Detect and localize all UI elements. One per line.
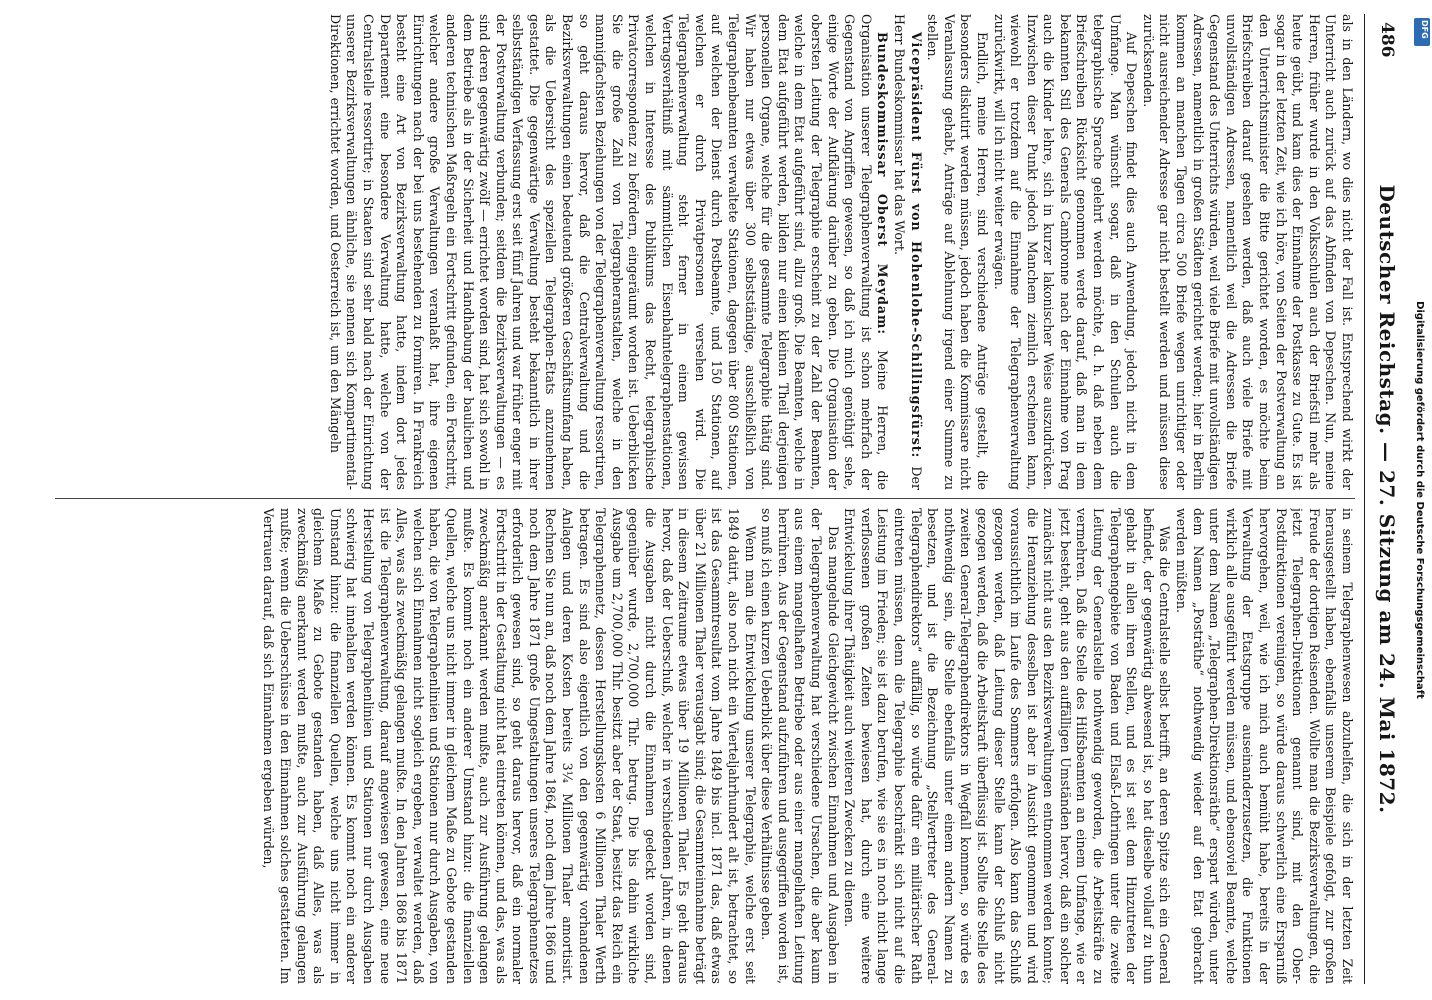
paragraph-text: Meine Herren, die Organisation unserer Telegraphenverwaltung ist schon mehrfach der Gegenstand von Angriffen gewesen, so daß ich mich genöthigt sehe, einige Worte der Aufklärung darüber zu geben. Die Organisation der obersten Leitung der Telegraphie erscheint zu der Zahl der Beamten, welche in dem Etat aufgeführt sind, allzu groß. Die Beamten, welche in dem Etat aufgeführt werden, bilden nur einen kleinen Theil derjenigen personellen Organe, welche für die gesammte Telegraphie thätig sind. Wir haben nur etwas über 300 selbstständige, ausschließlich von Telegraphenbeamten verwaltete Stationen, dagegen über 800 Stationen, auf welchen der Dienst durch Postbeamte, und 150 Stationen, auf welchen er durch Privatpersonen versehen wird. Die Telegraphenverwaltung steht ferner in einem gewissen Vertragsverhältniß mit sämmtlichen Eisenbahntelegraphenstationen, welchen in Interesse des Publikums das Recht, telegraphische Privatcorrespondenz zu befördern, eingeräumt worden ist. Ueberblicken Sie die große Zahl von Telegrapheranstalten, welche in den mannigfachsten Beziehungen von der Telegraphenverwaltung ressortiren, so geht daraus hervor, daß die Centralverwaltung und die Bezirksverwaltungen einen bedeutend größeren Geschäftsumfang haben, als die Uebersicht des speziellen Telegraphen-Etats anzunehmen gestattet. Die gegenwärtige Verwaltung besteht bekanntlich in ihrer selbstständigen Verfassung erst seit fünf Jahren und war früher enger mit der Postverwaltung verbunden; seitdem die Bezirksverwaltungen — es sind deren gegenwärtig zwölf — errichtet worden sind, hat sich sowohl in dem Betriebe als in der Sicherheit und Handhabung der baulichen und anderen technischen Maßregeln ein Fortschritt gefunden, ein Fortschritt, welcher andere große Verwaltungen veranlaßt hat, ihre eigenen Einrichtungen nach der bei uns bestehenden zu formiren. In Frankreich besteht eine Art von Bezirksverwaltung hatte, indem dort jedes Departement eine besondere Verwaltung hatte, welche von der Centralstelle ressortirte; in Staaten sind sehr bald nach der Einrichtung unserer Bezirksverwaltungen ähnliche, sie nennen sich Kompartimental-Direktionen, errichtet worden, und Oesterreich ist, um den Mängeln xyxy=(327,14,891,490)
speaker-name: Bundeskommissar Oberst Meydam: xyxy=(875,32,891,336)
paragraph xyxy=(990,14,1139,490)
paragraph xyxy=(924,14,990,490)
digitization-sidebar xyxy=(1408,20,1430,980)
paragraph-text: Der Herr Bundeskommissar hat das Wort. xyxy=(891,14,924,490)
dfg-logo-text: DFG xyxy=(1420,20,1429,39)
paragraph xyxy=(841,508,1173,984)
text-columns xyxy=(45,14,1355,984)
paragraph-text: Wenn man die Entwickelung unserer Telegraphie, welche erst seit 1849 datirt, also noch nicht ein Vierteljahrhundert alt ist, betrachtet, so ist das Gesammtresultat vom Jahre 1849 bis incl. 1871 das, daß etwas über 21 Millionen Thaler verausgabt sind; die Gesammteinnahme beträgt in diesem Zeitraume etwas über 19 Millionen Thaler. Es geht daraus hervor, daß der Ueberschuß, welcher in verschiedenen Jahren, in denen die Ausgaben nicht durch die Einnahmen gedeckt worden sind, gegenüber wurde, 2,700,000 Thlr. betrug. Die bis dahin wirkliche Ausgabe um 2,700,000 Thlr. besitzt aber der Staat, besitzt das Reich ein Telegraphennetz, dessen Herstellungskosten 6 Millionen Thaler Werth betragen. Es sind also eigentlich von den gegenwärtig vorhandenen Anlagen und deren Kosten bereits 3¼ Millionen Thaler amortisirt. Rechnen Sie nun an, daß noch dem Jahre 1864, noch dem Jahre 1866 und noch dem Jahre 1871 große Umgestaltungen unseres Telegraphennetzes erforderlich gewesen sind, so geht daraus hervor, daß ein normaler Fortschritt in der Gestaltung nicht hat eintreten können, und das, was als zweckmäßig anerkannt werden mußte, auch zur Ausführung gelangen mußte. Es kommt noch ein anderer Umstand hinzu: die finanziellen Quellen, welche uns nicht immer in gleichem Maße zu Gebote gestanden haben, die von Telegraphenlinien und Stationen nur durch Ausgaben, von welchen sich Einnahmen nicht sogleich ergeben, verwaltet werden, daß Alles, was als zweckmäßig gelangen mußte. In den Jahren 1868 bis 1871 ist die Telegraphenverwaltung, darauf angewiesen gewesen, eine neue Herstellung von Telegraphenlinien und Stationen nur durch Ausgaben schwierig hat innehalten werden können. Es kommt noch ein anderer Umstand hinzu: die finanziellen Quellen, welche uns nicht immer in gleichem Maße zu Gebote gestanden haben, daß Alles, was als zweckmäßig anerkannt werden mußte, auch zur Ausführung gelangen mußte; wenn die Ueberschüsse in den Einnahmen solches gestatteten. Im Vertrauen darauf, daß sich Einnahmen ergeben würden, xyxy=(261,508,758,984)
paragraph-text: als in den Ländern, wo dies nicht der Fall ist. Entsprechend wirkt der Unterricht auch zurück auf das Abfinden von Depeschen. Nun, meine Herren, früher wurde in den Volksschulen auch der Briefstil mehr als heute geübt, und kam dies der Einnahme der Postkasse zu Gute. Es ist sogar in der letzten Zeit, wie ich höre, von Seiten der Postverwaltung an den Unterrichtsminister die Bitte gerichtet worden, es möchte beim Briefschreiben darauf gesehen werden, daß auch viele Briefe mit unvollständigen Adressen, namentlich weil die Adressen die Briefe Gegenstand des Unterrichts würden, weil viele Briefe mit unvollständigen Adressen, namentlich in großen Städten gerichtet werden; hier in Berlin kommen an manchen Tagen circa 500 Briefe wegen unrichtiger oder nicht ausreichender Adresse gar nicht bestellt werden und müssen diese zurücksenden. xyxy=(1140,14,1355,490)
paragraph xyxy=(890,14,923,490)
paragraph-text: in seinem Telegraphenwesen abzuhelfen, die sich in der letzten Zeit herausgestellt haben, ebenfalls unserem Beispiele gefolgt, zur großen Freude der dortigen Reisenden. Wollte man die Bezirksverwaltungen, die jetzt Telegraphen-Direktionen genannt sind, mit den Ober-Postdirektionen vereinigen, so würde daraus schwerlich eine Ersparniß hervorgehen, weil, wie ich mich auch bemüht habe, bereits in der Verwaltung der Etatsgruppe auseinanderzusetzen, die Funktionen wirklich alle ausgeführt werden müssen, und ebensoviel Beamte, welche unter dem Namen „Telegraphen-Direktionsräthe“ erspart würden, unter dem Namen „Posträthe“ nothwendig wieder auf den Etat gebracht werden müßten. xyxy=(1174,508,1355,984)
rotated-document-page xyxy=(35,14,1405,984)
paragraph xyxy=(1139,14,1355,490)
dfg-logo xyxy=(1414,18,1430,46)
running-head: Deutscher Reichstag. — 27. Sitzung am 24. Mai 1872. xyxy=(1375,184,1399,814)
paragraph xyxy=(326,14,890,490)
paragraph-text: Was die Centralstelle selbst betrifft, an deren Spitze sich ein General befindet, der gegenwärtig abwesend ist, so hat dieselbe vollauf zu thun gehabt in allen ihren Stellen, und es ist seit dem Hinzutreten der Telegraphengebiete von Baden und Elsaß-Lothringen unter die zweite Leitung der Generalstelle nothwendig geworden, die Arbeitskräfte zu vermehren. Daß die Stelle des Hilfsbeamten an einem Umfange, wie er jetzt besteht, geht aus den auffälligen Umständen hervor, daß ein solcher zunächst nicht aus den Bezirksverwaltungen entnommen werden konnte; die Heranziehung desselben ist aber in Aussicht genommen und wird voraussichtlich im Laufe des Sommers erfolgen. Also kann das Schluß gezogen werden, daß Leitung dieser Stelle kann der Schluß nicht gezogen werden, daß die Arbeitskraft überflüssig ist. Sollte die Stelle des zweiten General-Telegraphendirektors in Wegfall kommen, so würde es nothwendig sein, die Stelle ebenfalls unter einem andern Namen zu besetzen, und ist die Bezeichnung „Stellvertreter des General-Telegraphendirektors“ auffällig, so würde dafür ein militärischer Rath eintreten müssen, denn die Telegraphie beschränkt sich nicht auf die Leistung im Frieden; sie ist dazu berufen, wie sie es in noch nicht lange verflossenen großen Zeiten bewiesen hat, durch eine weitere Entwickelung ihrer Thätigkeit auch weiteren Zwecken zu dienen. xyxy=(842,508,1173,984)
paragraph xyxy=(1172,508,1355,984)
paragraph-text: Auf Depeschen findet dies auch Anwendung, jedoch nicht in dem Umfange. Man wünscht sogar, daß in den Schulen auch die telegraphische Sprache gelehrt werden möchte, d. h. daß neben dem Briefschreiben Rücksicht genommen werde darauf, daß man in dem bekannten Stil des Generals Cambronne nach der Einnahme von Prag auch die Kinder lehre, sich in kurzer lakonischer Weise auszudrücken. Inzwischen dieser Punkt jedoch Manchem ziemlich erscheinen kann, wiewohl er trotzdem auf die Einnahme der Telegraphenverwaltung zurückwirkt, will ich nicht weiter erwägen. xyxy=(991,14,1140,490)
paragraph-text: Endlich, meine Herren, sind verschiedene Anträge gestellt, die besonders diskutirt werden müssen, jedoch haben die Kommissare nicht Veranlassung gehabt, Anträge auf Ablehnung irgend einer Summe zu stellen. xyxy=(925,14,990,490)
page-header xyxy=(1364,14,1405,984)
paragraph xyxy=(758,508,841,984)
text-column-left xyxy=(45,14,1355,490)
text-column-right xyxy=(45,508,1355,984)
paragraph xyxy=(260,508,758,984)
paragraph-text: Das mangelnde Gleichgewicht zwischen Einnahmen und Ausgaben in der Telegraphenverwaltung hat verschiedene Ursachen, die aber kaum aus einem mangelhaften Betriebe oder aus einer mangelhaften Leitung herrühren. Aus der Gegenstand aufzuführen und ausgegriffen worden ist, so muß ich einen kurzen Ueberblick über diese Verhältnisse geben. xyxy=(759,508,841,984)
page-number: 486 xyxy=(1377,22,1397,58)
speaker-name: Vicepräsident Fürst von Hohenlohe-Schillingsfürst: xyxy=(908,32,924,459)
digitization-notice: Digitalisierung gefördert durch die Deutsche Forschungsgemeinschaft xyxy=(1414,301,1425,699)
